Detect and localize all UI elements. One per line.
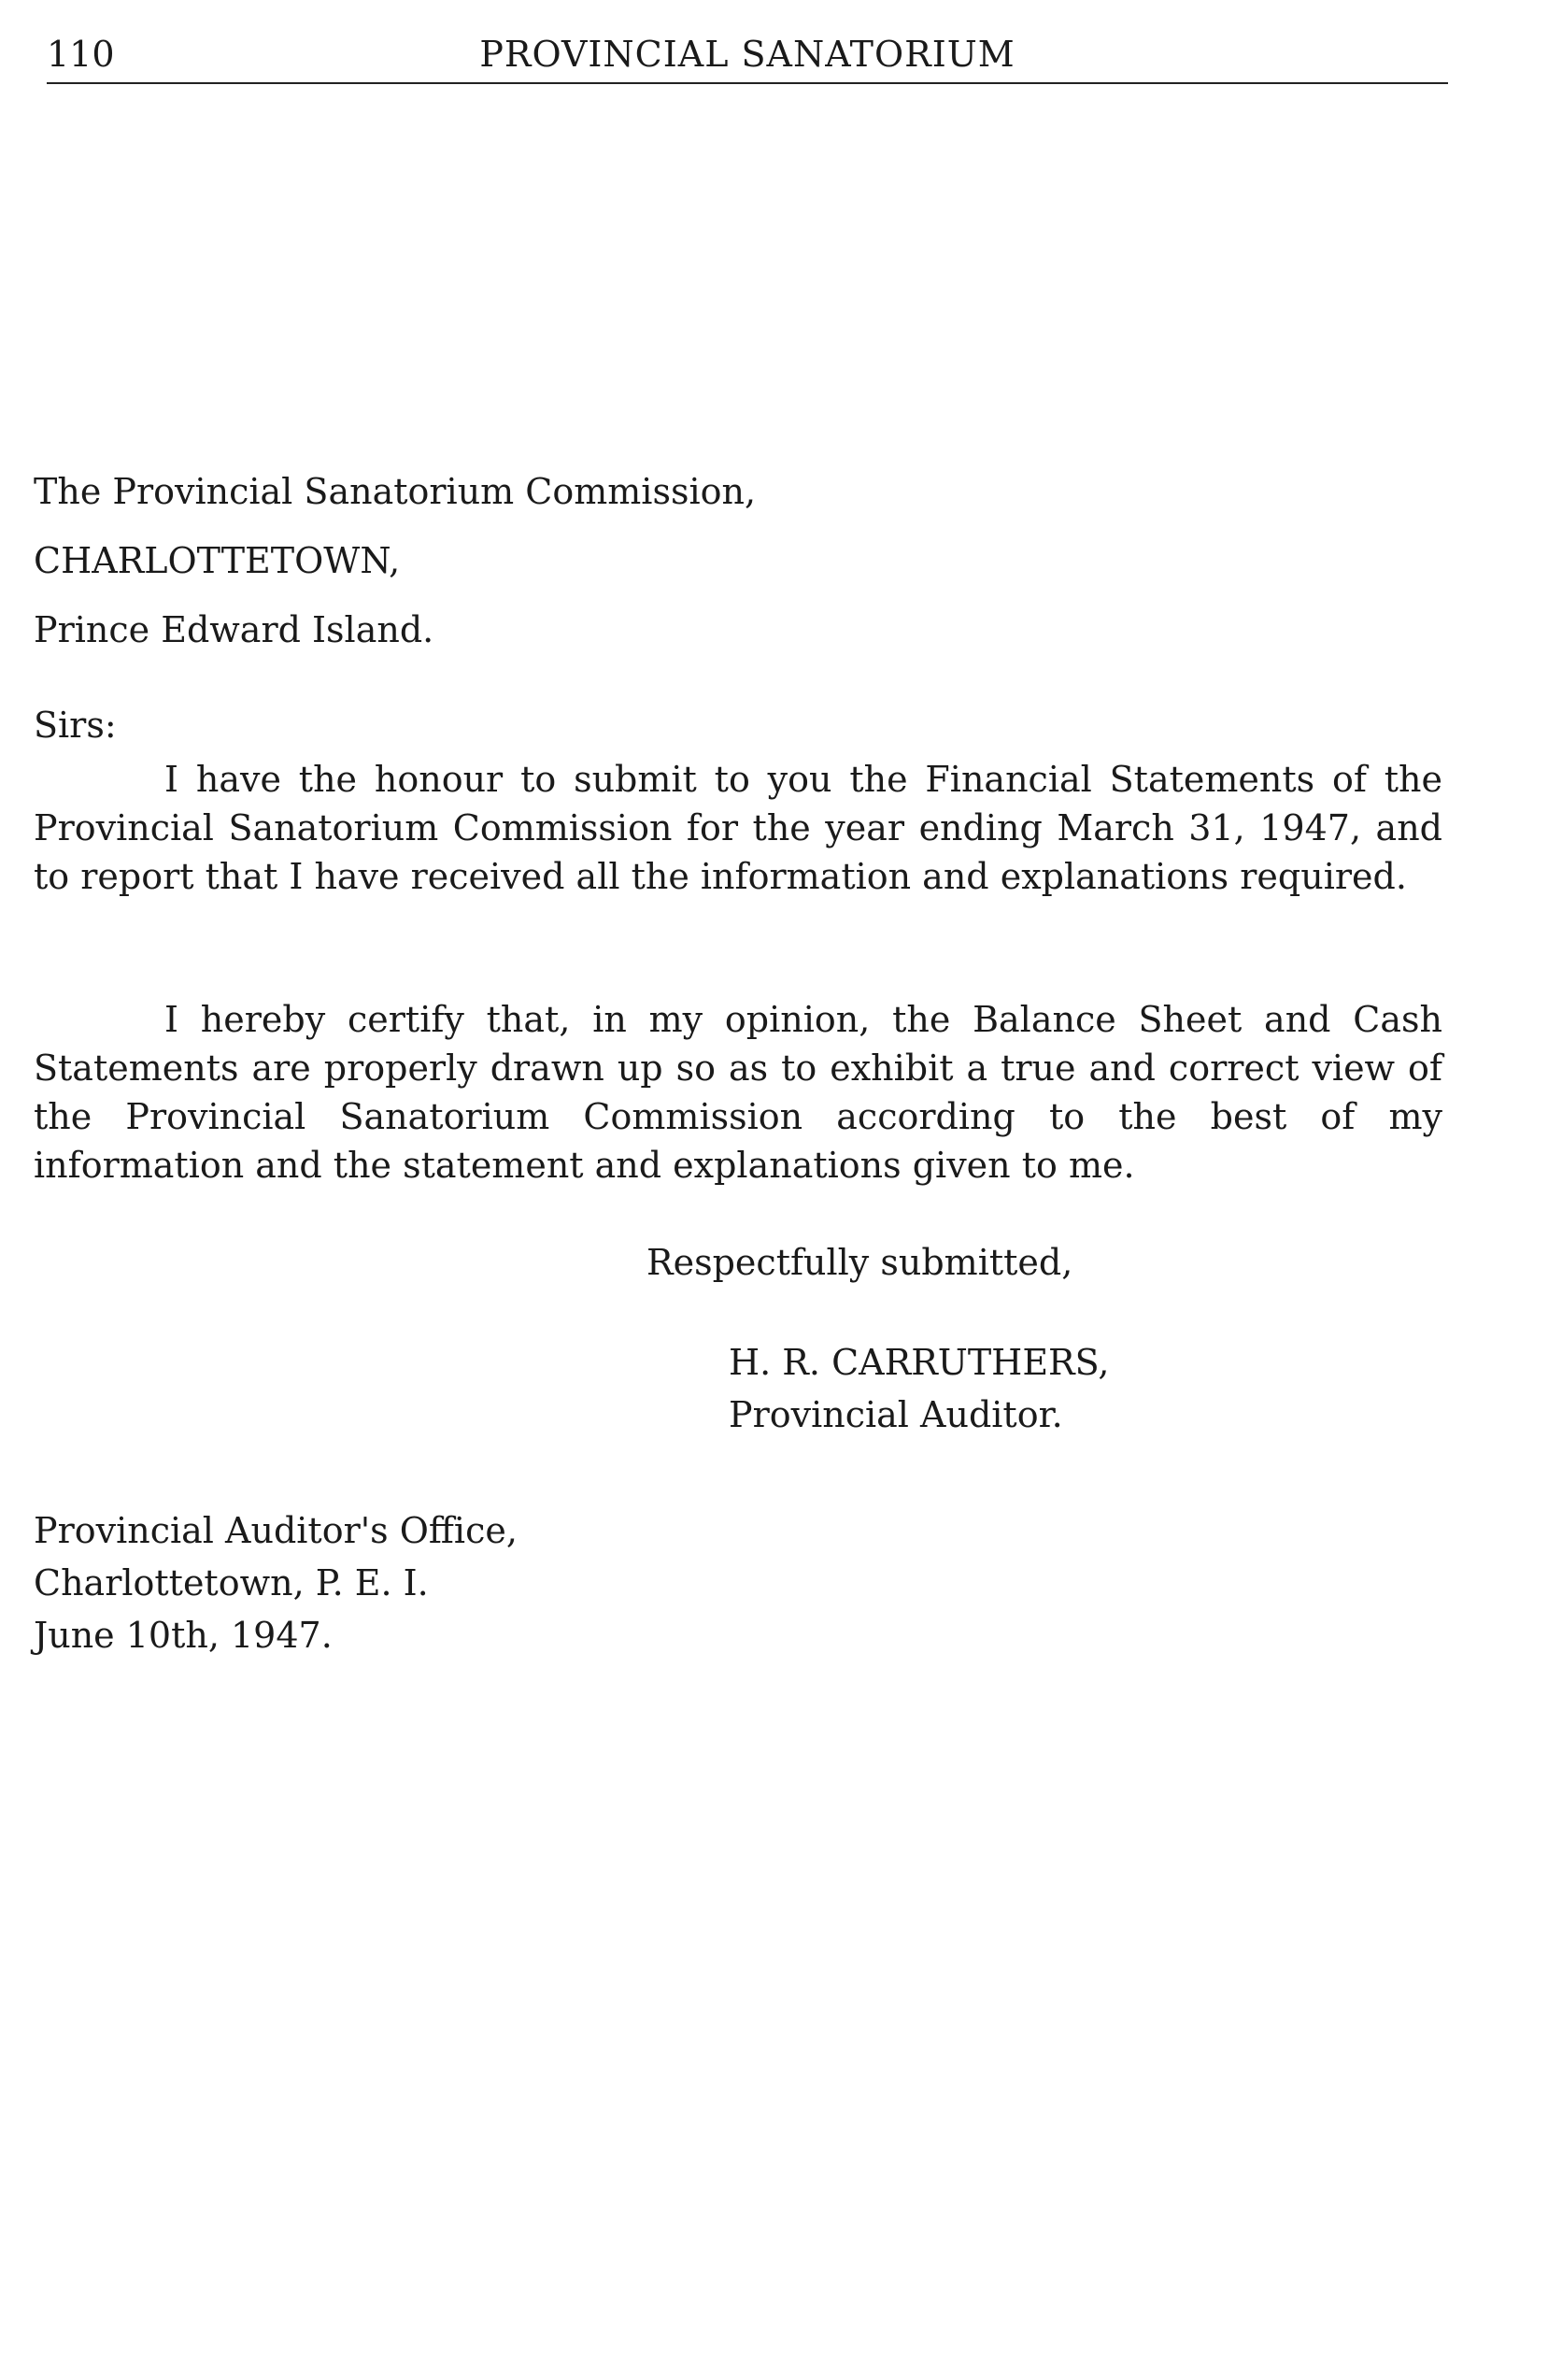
office-name: Provincial Auditor's Office, bbox=[34, 1510, 518, 1551]
closing: Respectfully submitted, bbox=[646, 1242, 1073, 1283]
office-block bbox=[34, 1504, 518, 1661]
signatory-name: H. R. CARRUTHERS, bbox=[729, 1342, 1110, 1383]
running-title: PROVINCIAL SANATORIUM bbox=[479, 34, 1015, 75]
signature-block bbox=[729, 1336, 1109, 1441]
page-number: 110 bbox=[47, 34, 115, 75]
page-header bbox=[47, 28, 1448, 84]
salutation: Sirs: bbox=[34, 705, 117, 746]
address-line-3: Prince Edward Island. bbox=[34, 609, 434, 650]
body-paragraph-2: I hereby certify that, in my opinion, the Balance Sheet and Cash Statements are properly drawn up so as to exhibit a true and correct view of the Provincial Sanatorium Commission according to the best of my information and the statement and explanations given to me. bbox=[34, 999, 1442, 1186]
letter-date: June 10th, 1947. bbox=[34, 1615, 333, 1656]
address-line-2: CHARLOTTETOWN, bbox=[34, 540, 401, 581]
signatory-title: Provincial Auditor. bbox=[729, 1394, 1063, 1435]
office-location: Charlottetown, P. E. I. bbox=[34, 1562, 429, 1603]
address-line-1: The Provincial Sanatorium Commission, bbox=[34, 471, 757, 512]
body-paragraph-1: I have the honour to submit to you the Financial Statements of the Provincial Sanatorium Commission for the year ending March 31, 1947, and to report that I have received all the information and explanations required. bbox=[34, 759, 1442, 897]
recipient-address bbox=[34, 467, 756, 675]
